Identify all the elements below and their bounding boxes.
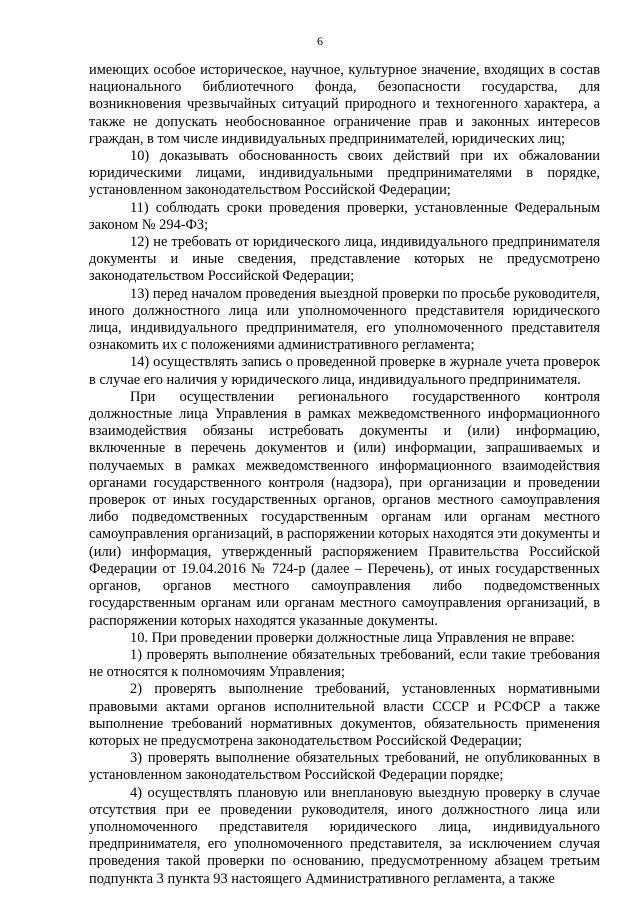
paragraph: 3) проверять выполнение обязательных требований, не опубликованных в установленном законодательством Российской Федерации порядке; [89,750,600,784]
paragraph: 13) перед началом проведения выездной проверки по просьбе руководителя, иного должностного лица или уполномоченного представителя юридического лица, индивидуального предпринимателя, его уполномоченного представителя ознакомить их с положениями административного регламента; [89,285,600,354]
page-number: 6 [317,34,323,48]
paragraph: 12) не требовать от юридического лица, индивидуального предпринимателя документы и иные сведения, представление которых не предусмотрено законодательством Российской Федерации; [89,234,600,285]
paragraph: 10. При проведении проверки должностные лица Управления не вправе: [130,629,575,646]
paragraph: 4) осуществлять плановую или внеплановую выездную проверку в случае отсутствия при ее проведении руководителя, иного должностного лица или уполномоченного представителя юридического лица, индивидуального предпринимателя, его уполномоченного представителя, за исключением случая проведения такой проверки по основанию, предусмотренному абзацем третьим подпункта 3 пункта 93 настоящего Административного регламента, а также [89,784,600,887]
document-body [89,62,600,888]
paragraph: имеющих особое историческое, научное, культурное значение, входящих в состав национального библиотечного фонда, безопасности государства, для возникновения чрезвычайных ситуаций природного и техногенного характера, а также не допускать необоснованное ограничение прав и законных интересов граждан, в том числе индивидуальных предпринимателей, юридических лиц; [89,62,600,147]
paragraph: 1) проверять выполнение обязательных требований, если такие требования не относятся к полномочиям Управления; [89,646,600,681]
paragraph: 2) проверять выполнение требований, установленных нормативными правовыми актами органов исполнительной власти СССР и РСФСР а также выполнение требований нормативных документов, обязательность применения которых не предусмотрена законодательством Российской Федерации; [89,681,600,749]
paragraph: 10) доказывать обоснованность своих действий при их обжаловании юридическими лицами, индивидуальными предпринимателями в порядке, установленном законодательством Российской Федерации; [89,148,600,199]
paragraph: При осуществлении регионального государственного контроля должностные лица Управления в рамках межведомственного информационного взаимодействия обязаны истребовать документы и (или) информацию, включенные в перечень документов и (или) информации, запрашиваемых и получаемых в рамках межведомственного информационного взаимодействия органами государственного контроля (надзора), при организации и проведении проверок от иных государственных органов, органов местного самоуправления либо подведомственных государственным органам или органам местного самоуправления организаций, в распоряжении которых находятся эти документы и (или) информация, утвержденный распоряжением Правительства Российской Федерации от 19.04.2016 № 724-р (далее – Перечень), от иных государственных органов, органов местного самоуправления либо подведомственных государственным органам или органам местного самоуправления организаций, в распоряжении которых находятся указанные документы. [89,388,600,629]
paragraph: 11) соблюдать сроки проведения проверки, установленные Федеральным законом № 294-ФЗ; [89,199,600,233]
paragraph: 14) осуществлять запись о проведенной проверке в журнале учета проверок в случае его наличия у юридического лица, индивидуального предпринимателя. [89,354,600,388]
